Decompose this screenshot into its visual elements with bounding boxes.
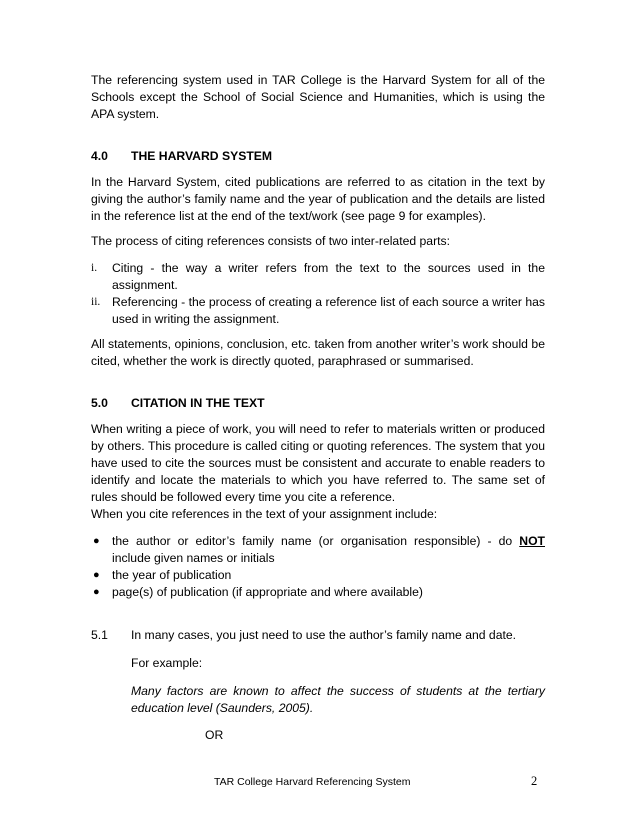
- example-text: Many factors are known to affect the success of students at the tertiary education level (Saunders, 2005).: [131, 684, 545, 715]
- bullet-item-pages: [91, 584, 545, 601]
- bullet-text: [112, 533, 545, 567]
- section-5-heading: [91, 395, 265, 412]
- bullet-icon: ●: [93, 586, 100, 598]
- subsection-text: In many cases, you just need to use the author’s family name and date.: [131, 628, 517, 642]
- intro-paragraph: The referencing system used in TAR College is the Harvard System for all of the Schools except the School of Social Science and Humanities, which is using the APA system.: [91, 73, 545, 121]
- section-5-number: 5.0: [91, 396, 108, 410]
- section-5-paragraph-2: When you cite references in the text of your assignment include:: [91, 507, 438, 521]
- section-4-paragraph-3: All statements, opinions, conclusion, etc. taken from another writer’s work should be cited, whether the work is directly quoted, paraphrased or summarised.: [91, 337, 545, 368]
- list-item-citing: [91, 260, 545, 294]
- page-number: 2: [531, 774, 538, 788]
- emphasis-not: NOT: [519, 534, 545, 548]
- bullet-icon: ●: [93, 535, 100, 547]
- section-5-paragraph-1: When writing a piece of work, you will need to refer to materials written or produced by others. This procedure is called citing or quoting references. The system that you have used to cite the sources must be consistent and accurate to enable readers to identify and locate the materials to which you have referred to. The same set of rules should be followed every time you cite a reference.: [91, 422, 545, 504]
- bullet-icon: ●: [93, 569, 100, 581]
- bullet-item-author: [91, 533, 545, 567]
- section-4-paragraph-1: In the Harvard System, cited publications are referred to as citation in the text by giving the author’s family name and the year of publication and the details are listed in the reference list at the end of the text/work (see page 9 for examples).: [91, 175, 545, 223]
- bullet-text: page(s) of publication (if appropriate and where available): [112, 585, 423, 599]
- bullet-item-year: [91, 567, 545, 584]
- section-4-number: 4.0: [91, 149, 108, 163]
- list-item-text: Referencing - the process of creating a reference list of each source a writer has used in writing the assignment.: [112, 295, 545, 326]
- section-4-heading: [91, 148, 272, 165]
- or-separator: OR: [205, 728, 224, 742]
- footer-title: TAR College Harvard Referencing System: [214, 776, 411, 788]
- subsection-5-1: [91, 627, 516, 644]
- bullet-text-part: the author or editor’s family name (or organisation responsible) - do: [112, 534, 520, 548]
- subsection-number: 5.1: [91, 628, 108, 642]
- list-item-text: Citing - the way a writer refers from the text to the sources used in the assignment.: [112, 261, 545, 292]
- list-marker: ii.: [91, 296, 101, 308]
- bullet-text-part: include given names or initials: [112, 551, 275, 565]
- list-marker: i.: [91, 262, 98, 274]
- bullet-text: the year of publication: [112, 568, 232, 582]
- example-label: For example:: [131, 656, 203, 670]
- section-4-title: THE HARVARD SYSTEM: [131, 149, 273, 163]
- list-item-referencing: [91, 294, 545, 328]
- section-5-title: CITATION IN THE TEXT: [131, 396, 265, 410]
- section-4-paragraph-2: The process of citing references consists of two inter-related parts:: [91, 234, 451, 248]
